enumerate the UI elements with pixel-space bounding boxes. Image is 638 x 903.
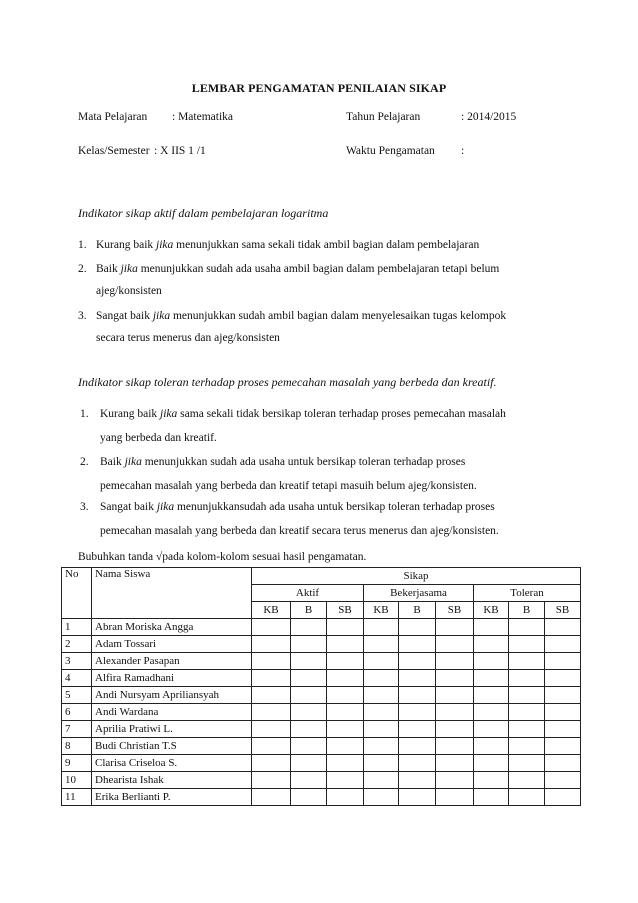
student-name: Dhearista Ishak <box>92 772 252 789</box>
sub-kb: KB <box>474 602 509 619</box>
check-cell[interactable] <box>364 738 399 755</box>
header-no: No <box>62 568 92 619</box>
check-cell[interactable] <box>252 772 291 789</box>
check-cell[interactable] <box>399 704 436 721</box>
check-cell[interactable] <box>509 704 545 721</box>
check-cell[interactable] <box>252 721 291 738</box>
check-cell[interactable] <box>509 670 545 687</box>
check-cell[interactable] <box>509 653 545 670</box>
mapel-label: Mata Pelajaran <box>78 111 148 123</box>
check-cell[interactable] <box>252 636 291 653</box>
student-name: Aprilia Pratiwi L. <box>92 721 252 738</box>
sub-sb: SB <box>545 602 581 619</box>
check-cell[interactable] <box>364 653 399 670</box>
check-cell[interactable] <box>509 687 545 704</box>
mapel-value: : Matematika <box>172 111 233 123</box>
tahun-value: : 2014/2015 <box>461 111 517 123</box>
table-row <box>62 721 581 738</box>
sub-sb: SB <box>436 602 474 619</box>
table-row <box>62 636 581 653</box>
check-cell[interactable] <box>327 687 364 704</box>
check-cell[interactable] <box>327 772 364 789</box>
check-cell[interactable] <box>545 789 581 806</box>
check-cell[interactable] <box>436 704 474 721</box>
check-cell[interactable] <box>364 789 399 806</box>
check-cell[interactable] <box>436 619 474 636</box>
row-number: 10 <box>62 772 92 789</box>
header-nama: Nama Siswa <box>92 568 252 619</box>
check-cell[interactable] <box>399 670 436 687</box>
row-number: 8 <box>62 738 92 755</box>
check-cell[interactable] <box>545 619 581 636</box>
sub-b: B <box>509 602 545 619</box>
table-header-row <box>62 568 581 585</box>
check-cell[interactable] <box>252 670 291 687</box>
check-cell[interactable] <box>545 772 581 789</box>
check-cell[interactable] <box>291 619 327 636</box>
row-number: 11 <box>62 789 92 806</box>
check-cell[interactable] <box>291 704 327 721</box>
check-cell[interactable] <box>291 789 327 806</box>
student-name: Alexander Pasapan <box>92 653 252 670</box>
check-cell[interactable] <box>545 755 581 772</box>
check-cell[interactable] <box>291 653 327 670</box>
check-cell[interactable] <box>252 738 291 755</box>
check-cell[interactable] <box>364 687 399 704</box>
student-name: Andi Nursyam Apriliansyah <box>92 687 252 704</box>
table-row <box>62 789 581 806</box>
check-cell[interactable] <box>509 789 545 806</box>
check-cell[interactable] <box>291 772 327 789</box>
check-cell[interactable] <box>291 755 327 772</box>
header-sikap: Sikap <box>252 568 581 585</box>
check-cell[interactable] <box>399 755 436 772</box>
check-cell[interactable] <box>545 704 581 721</box>
check-cell[interactable] <box>509 721 545 738</box>
check-cell[interactable] <box>399 789 436 806</box>
check-cell[interactable] <box>364 721 399 738</box>
check-cell[interactable] <box>474 789 509 806</box>
check-cell[interactable] <box>291 636 327 653</box>
check-cell[interactable] <box>399 653 436 670</box>
check-cell[interactable] <box>399 687 436 704</box>
indicator-toleran-title: Indikator sikap toleran terhadap proses pemecahan masalah yang berbeda dan kreatif. <box>78 375 497 389</box>
header-bekerjasama: Bekerjasama <box>364 585 474 602</box>
check-cell[interactable] <box>364 619 399 636</box>
tahun-label: Tahun Pelajaran <box>346 111 421 123</box>
check-cell[interactable] <box>291 738 327 755</box>
check-cell[interactable] <box>436 636 474 653</box>
check-cell[interactable] <box>545 721 581 738</box>
check-cell[interactable] <box>364 670 399 687</box>
check-cell[interactable] <box>327 670 364 687</box>
check-cell[interactable] <box>327 755 364 772</box>
check-cell[interactable] <box>252 653 291 670</box>
student-name: Adam Tossari <box>92 636 252 653</box>
check-cell[interactable] <box>252 755 291 772</box>
table-row <box>62 755 581 772</box>
check-cell[interactable] <box>436 687 474 704</box>
check-cell[interactable] <box>474 619 509 636</box>
check-cell[interactable] <box>399 772 436 789</box>
check-cell[interactable] <box>252 687 291 704</box>
row-number: 7 <box>62 721 92 738</box>
check-cell[interactable] <box>474 721 509 738</box>
document-title: LEMBAR PENGAMATAN PENILAIAN SIKAP <box>191 81 447 95</box>
check-cell[interactable] <box>474 670 509 687</box>
check-cell[interactable] <box>436 738 474 755</box>
check-cell[interactable] <box>252 704 291 721</box>
check-cell[interactable] <box>327 653 364 670</box>
check-cell[interactable] <box>327 738 364 755</box>
check-cell[interactable] <box>509 619 545 636</box>
table-row <box>62 653 581 670</box>
kelas-label: Kelas/Semester <box>78 145 150 157</box>
table-row <box>62 738 581 755</box>
assessment-table <box>61 567 581 806</box>
check-cell[interactable] <box>474 636 509 653</box>
sub-kb: KB <box>252 602 291 619</box>
waktu-value: : <box>461 145 465 157</box>
check-cell[interactable] <box>545 687 581 704</box>
check-cell[interactable] <box>545 636 581 653</box>
row-number: 6 <box>62 704 92 721</box>
row-number: 4 <box>62 670 92 687</box>
check-cell[interactable] <box>436 789 474 806</box>
check-cell[interactable] <box>436 755 474 772</box>
check-cell[interactable] <box>399 721 436 738</box>
check-cell[interactable] <box>545 670 581 687</box>
check-cell[interactable] <box>436 653 474 670</box>
table-row <box>62 619 581 636</box>
sub-kb: KB <box>364 602 399 619</box>
sub-sb: SB <box>327 602 364 619</box>
instruction-note: Bubuhkan tanda √pada kolom-kolom sesuai hasil pengamatan. <box>78 551 367 563</box>
student-name: Andi Wardana <box>92 704 252 721</box>
check-cell[interactable] <box>474 755 509 772</box>
check-cell[interactable] <box>474 687 509 704</box>
check-cell[interactable] <box>291 687 327 704</box>
student-name: Erika Berlianti P. <box>92 789 252 806</box>
row-number: 5 <box>62 687 92 704</box>
check-cell[interactable] <box>364 755 399 772</box>
check-cell[interactable] <box>509 772 545 789</box>
table-body <box>62 619 581 806</box>
table-row <box>62 772 581 789</box>
row-number: 1 <box>62 619 92 636</box>
check-cell[interactable] <box>364 636 399 653</box>
check-cell[interactable] <box>252 789 291 806</box>
check-cell[interactable] <box>291 670 327 687</box>
check-cell[interactable] <box>364 704 399 721</box>
check-cell[interactable] <box>327 619 364 636</box>
check-cell[interactable] <box>399 636 436 653</box>
check-cell[interactable] <box>474 653 509 670</box>
check-cell[interactable] <box>509 636 545 653</box>
check-cell[interactable] <box>474 772 509 789</box>
waktu-label: Waktu Pengamatan <box>346 145 435 157</box>
header-aktif: Aktif <box>252 585 364 602</box>
check-cell[interactable] <box>436 670 474 687</box>
check-cell[interactable] <box>436 721 474 738</box>
table-row <box>62 670 581 687</box>
check-cell[interactable] <box>327 721 364 738</box>
check-cell[interactable] <box>545 738 581 755</box>
check-cell[interactable] <box>399 738 436 755</box>
check-cell[interactable] <box>252 619 291 636</box>
student-name: Clarisa Criseloa S. <box>92 755 252 772</box>
row-number: 3 <box>62 653 92 670</box>
sub-b: B <box>399 602 436 619</box>
check-cell[interactable] <box>474 738 509 755</box>
check-cell[interactable] <box>291 721 327 738</box>
kelas-value: : X IIS 1 /1 <box>154 145 206 157</box>
document-page: LEMBAR PENGAMATAN PENILAIAN SIKAP Mata Pelajaran : Matematika Tahun Pelajaran : 2014/2015 Kelas/Semester : X IIS 1 /1 Waktu Pengamatan : Indikator sikap aktif dalam pembelajaran logaritma 1. Kurang baik jika menunjukkan sama sekali tidak ambil bagian dalam pembelajaran 2. Baik jika menunjukkan sudah ada usaha ambil bagian dalam pembelajaran tetapi belum ajeg/konsisten 3. Sangat baik jika menunjukkan sudah ambil bagian dalam menyelesaikan tugas kelompok secara terus menerus dan ajeg/konsisten Indikator sikap toleran terhadap proses pemecahan masalah yang berbeda dan kreatif. 1. Kurang baik jika sama sekali tidak bersikap toleran terhadap proses pemecahan masalah yang berbeda dan kreatif. 2. Baik jika menunjukkan sudah ada usaha untuk bersikap toleran terhadap proses pemecahan masalah yang berbeda dan kreatif tetapi masuih belum ajeg/konsisten. 3. Sangat baik jika menunjukkansudah ada usaha untuk bersikap toleran terhadap proses pemecahan masalah yang berbeda dan kreatif secara terus menerus dan ajeg/konsisten. Bubuhkan tanda √pada kolom-kolom sesuai hasil pengamatan. No Nama Siswa Sikap Aktif Bekerjasama Toleran KB B SB KB B SB KB B SB 1 Abran Moriska Angga 2 Adam Tossari 3 Alexander Pasapan 4 Alfira Ramadhani 5 Andi Nursyam Apriliansyah 6 Andi Wardana 7 Aprilia Pratiwi L. 8 Budi Christian T.S 9 Clarisa Criseloa S. 10 Dhearista Ishak 11 Erika Berlianti P. <box>0 0 638 903</box>
check-cell[interactable] <box>327 636 364 653</box>
student-name: Budi Christian T.S <box>92 738 252 755</box>
header-toleran: Toleran <box>474 585 581 602</box>
check-cell[interactable] <box>509 755 545 772</box>
row-number: 9 <box>62 755 92 772</box>
student-name: Abran Moriska Angga <box>92 619 252 636</box>
check-cell[interactable] <box>545 653 581 670</box>
check-cell[interactable] <box>474 704 509 721</box>
sub-b: B <box>291 602 327 619</box>
check-cell[interactable] <box>399 619 436 636</box>
indicator-aktif-title: Indikator sikap aktif dalam pembelajaran logaritma <box>78 206 329 220</box>
check-cell[interactable] <box>509 738 545 755</box>
check-cell[interactable] <box>436 772 474 789</box>
table-row <box>62 704 581 721</box>
table-row <box>62 687 581 704</box>
student-name: Alfira Ramadhani <box>92 670 252 687</box>
row-number: 2 <box>62 636 92 653</box>
check-cell[interactable] <box>364 772 399 789</box>
check-cell[interactable] <box>327 704 364 721</box>
check-cell[interactable] <box>327 789 364 806</box>
